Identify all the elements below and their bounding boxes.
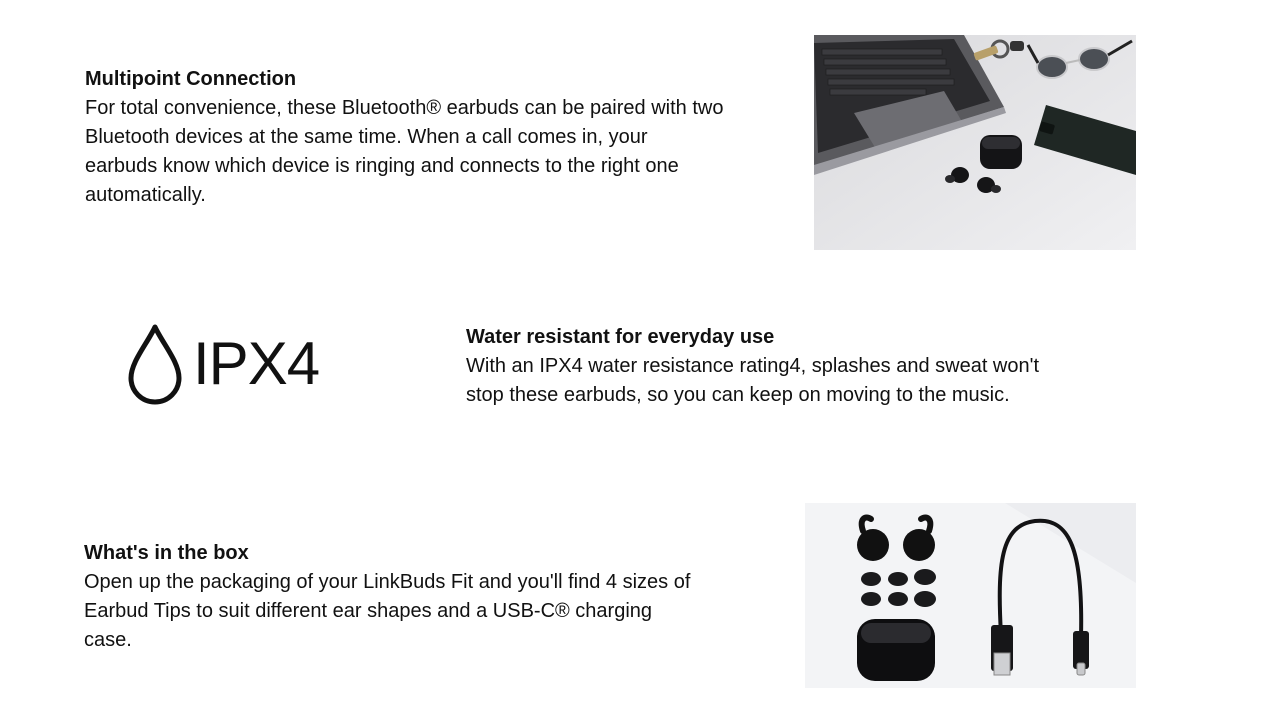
multipoint-illustration [814, 35, 1136, 250]
box-contents-description: Open up the packaging of your LinkBuds Fit and you'll find 4 sizes of Earbud Tips to suit different ear shapes and a USB-C® charging case. [84, 571, 691, 651]
water-resistance-description: With an IPX4 water resistance rating4, splashes and sweat won't stop these earbuds, so you can keep on moving to the music. [466, 355, 1039, 406]
multipoint-description: For total convenience, these Bluetooth® earbuds can be paired with two Bluetooth devices at the same time. When a call comes in, your earbuds know which device is ringing and connects to the right one automatically. [85, 97, 724, 206]
water-resistance-section [466, 323, 1076, 410]
water-resistance-title: Water resistant for everyday use [466, 326, 775, 348]
ipx4-label: IPX4 [193, 330, 320, 397]
box-contents-illustration [805, 503, 1136, 688]
multipoint-title: Multipoint Connection [85, 68, 297, 90]
water-drop-icon [125, 322, 185, 406]
charging-case-icon [980, 135, 1022, 169]
charging-case-icon [857, 619, 935, 681]
ipx4-badge [125, 322, 325, 406]
box-contents-photo [805, 503, 1136, 688]
box-contents-section [84, 539, 704, 655]
multipoint-section [85, 65, 725, 210]
multipoint-photo [814, 35, 1136, 250]
box-contents-title: What's in the box [84, 542, 249, 564]
